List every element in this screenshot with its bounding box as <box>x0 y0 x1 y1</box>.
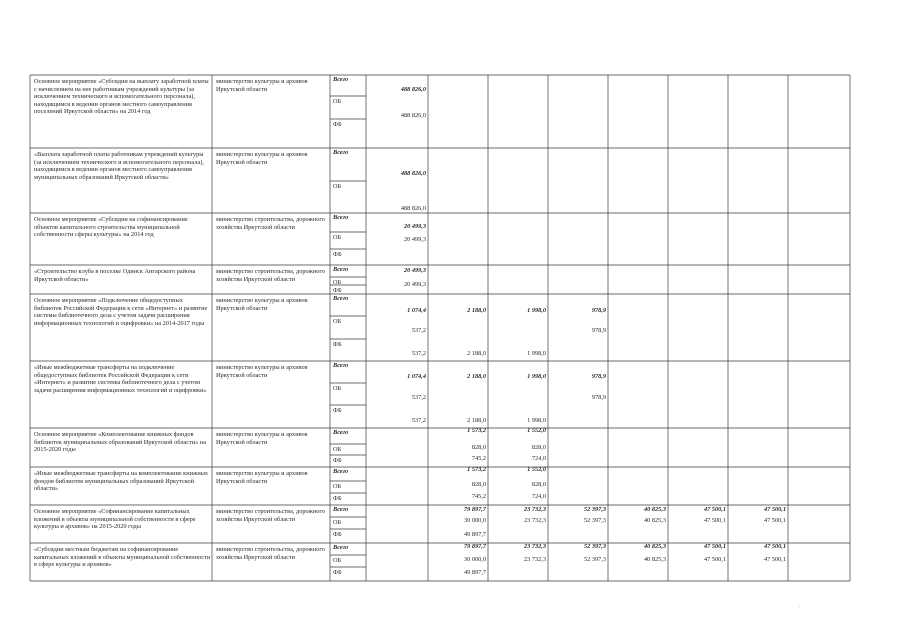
value-total: 1 552,0 <box>527 427 546 434</box>
kind-fb-label: ФБ <box>333 495 342 502</box>
value-ob: 40 825,3 <box>643 556 666 563</box>
value-total: 79 897,7 <box>463 506 486 513</box>
kind-fb-label: ФБ <box>333 121 342 128</box>
row-agency: министерство культуры и архивов Иркутской области <box>216 431 308 446</box>
value-total: 47 500,1 <box>763 506 786 513</box>
row-description: Основное мероприятие «Софинансирование капитальных вложений в объекты муниципальной собственности в сфере культуры и архивов» на 2015-2020 годы <box>34 508 196 531</box>
value-ob: 537,2 <box>411 394 426 401</box>
value-total: 978,9 <box>591 373 606 380</box>
value-total: 47 500,1 <box>763 543 786 550</box>
value-ob: 40 825,3 <box>643 517 666 524</box>
row-description: Основное мероприятие «Комплектование книжных фондов библиотек муниципальных образований Иркутской области» на 2015-2020 годы <box>34 431 207 454</box>
value-fb: 745,2 <box>471 493 486 500</box>
value-fb: 49 897,7 <box>463 531 486 538</box>
value-total: 1 998,0 <box>527 307 546 314</box>
value-ob: 828,0 <box>531 481 546 488</box>
kind-total-label: Всего <box>333 76 349 83</box>
value-ob: 52 397,3 <box>583 556 606 563</box>
value-total: 1 573,2 <box>467 427 486 434</box>
value-total: 40 825,3 <box>643 543 666 550</box>
value-total: 20 499,3 <box>403 223 426 230</box>
kind-ob-label: ОБ <box>333 279 342 286</box>
value-ob: 30 000,0 <box>463 556 486 563</box>
value-ob: 23 732,3 <box>523 556 546 563</box>
value-ob: 978,9 <box>591 327 606 334</box>
value-total: 488 826,0 <box>400 170 426 177</box>
row-agency: министерство культуры и архивов Иркутской области <box>216 151 308 166</box>
kind-total-label: Всего <box>333 429 349 436</box>
value-total: 20 499,3 <box>403 267 426 274</box>
kind-fb-label: ФБ <box>333 457 342 464</box>
kind-total-label: Всего <box>333 266 349 273</box>
row-description: «Субсидии местным бюджетам на софинансирование капитальных вложений в объекты муниципальной собственности в сфере культуры и архивов» <box>34 546 211 569</box>
kind-fb-label: ФБ <box>333 251 342 258</box>
kind-total-label: Всего <box>333 362 349 369</box>
row-description: «Строительство клуба в поселке Одинск Ангарского района Иркутской области» <box>34 268 196 283</box>
value-fb: 745,2 <box>471 455 486 462</box>
kind-fb-label: ФБ <box>333 569 342 576</box>
kind-ob-label: ОБ <box>333 183 342 190</box>
kind-total-label: Всего <box>333 214 349 221</box>
row-agency: министерство культуры и архивов Иркутской области <box>216 364 308 379</box>
row-agency: министерство строительства, дорожного хозяйства Иркутской области <box>216 546 325 561</box>
value-ob: 52 397,3 <box>583 517 606 524</box>
value-ob: 537,2 <box>411 327 426 334</box>
kind-fb-label: ФБ <box>333 407 342 414</box>
value-ob: 47 500,1 <box>763 517 786 524</box>
kind-ob-label: ОБ <box>333 234 342 241</box>
value-total: 47 500,1 <box>703 506 726 513</box>
row-agency: министерство строительства, дорожного хозяйства Иркутской области <box>216 216 325 231</box>
row-description: Основное мероприятие «Подключение общедоступных библиотек Российской Федерации к сети «Интернет» и развитие системы библиотечного дела с учетом задачи расширения информационных технологий и оцифровки» на 2014-2017 годы <box>34 297 208 327</box>
value-ob: 20 499,3 <box>403 236 426 243</box>
value-ob: 978,9 <box>591 394 606 401</box>
value-ob: 30 000,0 <box>463 517 486 524</box>
value-fb: 1 998,0 <box>527 417 546 424</box>
value-total: 23 732,3 <box>523 543 546 550</box>
value-total: 2 188,0 <box>467 373 486 380</box>
value-total: 1 074,4 <box>407 307 426 314</box>
kind-ob-label: ОБ <box>333 557 342 564</box>
value-ob: 23 732,3 <box>523 517 546 524</box>
value-fb: 2 188,0 <box>467 350 486 357</box>
row-description: «Иные межбюджетные трансферты на комплектование книжных фондов библиотек муниципальных образований Иркутской области» <box>34 470 209 493</box>
value-total: 1 573,2 <box>467 466 486 473</box>
value-fb: 724,0 <box>531 455 546 462</box>
kind-ob-label: ОБ <box>333 385 342 392</box>
value-ob: 828,0 <box>471 481 486 488</box>
kind-fb-label: ФБ <box>333 531 342 538</box>
kind-ob-label: ОБ <box>333 483 342 490</box>
kind-total-label: Всего <box>333 149 349 156</box>
value-total: 488 826,0 <box>400 86 426 93</box>
row-agency: министерство строительства, дорожного хозяйства Иркутской области <box>216 508 325 523</box>
kind-ob-label: ОБ <box>333 446 342 453</box>
kind-ob-label: ОБ <box>333 98 342 105</box>
value-total: 1 074,4 <box>407 373 426 380</box>
value-total: 23 732,3 <box>523 506 546 513</box>
row-agency: министерство культуры и архивов Иркутской области <box>216 297 308 312</box>
kind-fb-label: ФБ <box>333 287 342 294</box>
row-description: «Иные межбюджетные трансферты на подключение общедоступных библиотек Российской Федерации к сети «Интернет» и развитие системы библиотечного дела с учетом задачи расширения информационных технологий и оцифровки» <box>34 364 207 394</box>
value-total: 1 552,0 <box>527 466 546 473</box>
row-description: «Выплата заработной платы работникам учреждений культуры (за исключением технического и вспомогательного персонала), находящимся в ведении органов местного самоуправления муниципальных образований Иркутской области» <box>34 151 204 181</box>
value-fb: 724,0 <box>531 493 546 500</box>
value-fb: 49 897,7 <box>463 569 486 576</box>
row-agency: министерство культуры и архивов Иркутской области <box>216 470 308 485</box>
value-ob: 47 500,1 <box>763 556 786 563</box>
value-ob: 47 500,1 <box>703 556 726 563</box>
value-ob: 828,0 <box>471 444 486 451</box>
value-total: 2 188,0 <box>467 307 486 314</box>
value-ob: 20 499,3 <box>403 281 426 288</box>
kind-total-label: Всего <box>333 468 349 475</box>
value-ob: 488 826,0 <box>400 205 426 212</box>
value-total: 1 998,0 <box>527 373 546 380</box>
value-total: 978,9 <box>591 307 606 314</box>
row-agency: министерство культуры и архивов Иркутской области <box>216 78 308 93</box>
value-total: 47 500,1 <box>703 543 726 550</box>
value-fb: 1 998,0 <box>527 350 546 357</box>
kind-ob-label: ОБ <box>333 519 342 526</box>
value-ob: 488 826,0 <box>400 112 426 119</box>
value-total: 52 397,3 <box>583 506 606 513</box>
value-fb: 537,2 <box>411 350 426 357</box>
kind-total-label: Всего <box>333 295 349 302</box>
kind-total-label: Всего <box>333 506 349 513</box>
scan-mark: - <box>798 605 800 610</box>
value-ob: 828,0 <box>531 444 546 451</box>
row-agency: министерство строительства, дорожного хозяйства Иркутской области <box>216 268 325 283</box>
value-total: 52 397,3 <box>583 543 606 550</box>
kind-ob-label: ОБ <box>333 318 342 325</box>
value-fb: 537,2 <box>411 417 426 424</box>
kind-fb-label: ФБ <box>333 341 342 348</box>
value-fb: 2 188,0 <box>467 417 486 424</box>
value-total: 79 897,7 <box>463 543 486 550</box>
kind-total-label: Всего <box>333 544 349 551</box>
value-total: 40 825,3 <box>643 506 666 513</box>
row-description: Основное мероприятие «Субсидии на софинансирование объектов капитального строительства муниципальной собственности сферы культуры» на 2014 год <box>34 216 188 239</box>
value-ob: 47 500,1 <box>703 517 726 524</box>
row-description: Основное мероприятие «Субсидии на выплату заработной платы с начислением на нее работникам учреждений культуры (за исключением технического и вспомогательного персонала), находящимся в ведении органов местного самоуправления поселений Иркутской области» на 2014 год <box>34 78 209 116</box>
